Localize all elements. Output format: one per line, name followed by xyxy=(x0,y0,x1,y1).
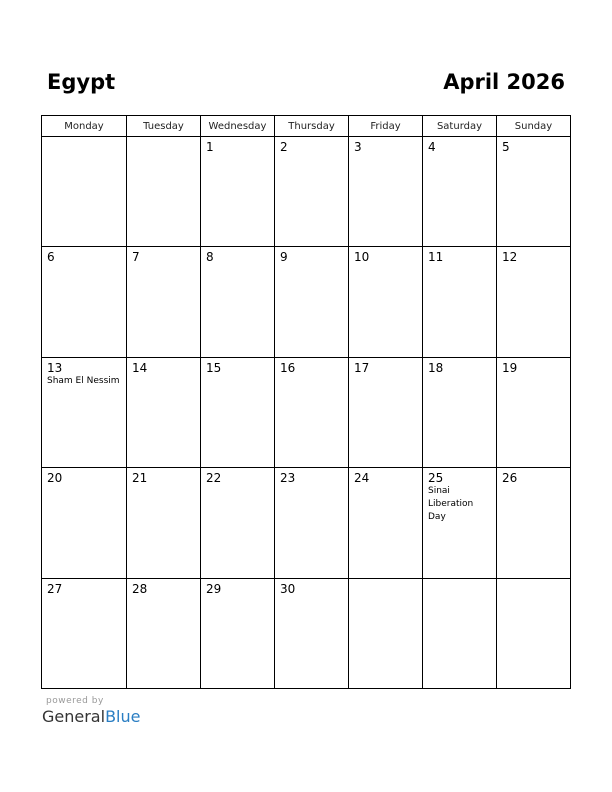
day-cell xyxy=(275,358,349,468)
day-cell xyxy=(201,579,275,689)
day-cell xyxy=(127,468,201,578)
week-row xyxy=(42,468,571,578)
month-title: April 2026 xyxy=(443,70,565,94)
day-number: 12 xyxy=(502,250,518,265)
weekday-header: Monday xyxy=(42,116,127,137)
day-cell xyxy=(42,579,127,689)
day-cell xyxy=(423,358,497,468)
calendar-grid xyxy=(41,115,571,689)
day-cell xyxy=(497,358,571,468)
day-number: 22 xyxy=(206,471,222,486)
powered-by-label: powered by xyxy=(46,696,104,706)
day-number: 24 xyxy=(354,471,370,486)
day-cell xyxy=(42,247,127,357)
day-cell xyxy=(497,247,571,357)
day-cell xyxy=(127,579,201,689)
day-cell xyxy=(423,579,497,689)
day-number: 3 xyxy=(354,140,362,154)
day-cell xyxy=(423,247,497,357)
day-number: 16 xyxy=(280,360,296,375)
day-number: 1 xyxy=(206,140,214,154)
day-cell xyxy=(349,137,423,247)
weekday-header: Tuesday xyxy=(127,116,201,137)
day-number: 25 xyxy=(428,471,444,486)
day-cell xyxy=(201,247,275,357)
day-cell xyxy=(201,358,275,468)
day-number: 28 xyxy=(132,581,148,596)
day-number: 14 xyxy=(132,360,148,375)
weekday-header: Thursday xyxy=(275,116,349,137)
day-cell xyxy=(42,358,127,468)
day-number: 21 xyxy=(132,471,148,486)
day-cell xyxy=(201,468,275,578)
day-number: 13 xyxy=(47,360,63,375)
day-number: 23 xyxy=(280,471,296,486)
day-cell xyxy=(201,137,275,247)
day-cell xyxy=(275,579,349,689)
country-title: Egypt xyxy=(47,70,116,94)
weekday-header: Saturday xyxy=(423,116,497,137)
day-cell xyxy=(349,247,423,357)
day-number: 8 xyxy=(206,250,214,265)
day-number: 2 xyxy=(280,140,288,154)
day-cell xyxy=(497,468,571,578)
day-cell xyxy=(497,579,571,689)
day-cell xyxy=(349,579,423,689)
day-number: 4 xyxy=(428,140,436,154)
day-number: 18 xyxy=(428,360,444,375)
day-number: 29 xyxy=(206,581,222,596)
weekday-header: Wednesday xyxy=(201,116,275,137)
day-number: 19 xyxy=(502,360,518,375)
day-cell xyxy=(42,468,127,578)
logo-text-blue: Blue xyxy=(105,707,141,726)
day-cell xyxy=(42,137,127,247)
day-number: 15 xyxy=(206,360,222,375)
day-cell xyxy=(497,137,571,247)
week-row xyxy=(42,579,571,689)
day-cell xyxy=(127,358,201,468)
holiday-label: Sinai Liberation Day xyxy=(428,486,474,523)
day-number: 27 xyxy=(47,581,63,596)
day-number: 17 xyxy=(354,360,370,375)
day-cell xyxy=(423,137,497,247)
week-row xyxy=(42,137,571,247)
day-cell xyxy=(275,468,349,578)
generalblue-footer xyxy=(42,696,140,726)
day-cell xyxy=(275,137,349,247)
day-cell xyxy=(275,247,349,357)
day-cell xyxy=(349,468,423,578)
day-number: 20 xyxy=(47,471,63,486)
day-cell xyxy=(423,468,497,578)
day-number: 30 xyxy=(280,581,296,596)
day-cell xyxy=(127,137,201,247)
day-number: 5 xyxy=(502,140,510,154)
day-cell xyxy=(349,358,423,468)
day-number: 26 xyxy=(502,471,518,486)
logo-text-general: General xyxy=(42,707,106,726)
day-number: 10 xyxy=(354,250,370,265)
weekday-header: Friday xyxy=(349,116,423,137)
week-row xyxy=(42,358,571,468)
day-cell xyxy=(127,247,201,357)
holiday-label: Sham El Nessim xyxy=(47,375,120,386)
day-number: 7 xyxy=(132,250,140,265)
generalblue-logo[interactable] xyxy=(42,707,140,726)
day-number: 9 xyxy=(280,250,288,265)
day-number: 11 xyxy=(428,250,444,265)
day-number: 6 xyxy=(47,250,55,265)
weekday-header: Sunday xyxy=(497,116,571,137)
weekday-header-row xyxy=(42,116,571,137)
week-row xyxy=(42,247,571,357)
